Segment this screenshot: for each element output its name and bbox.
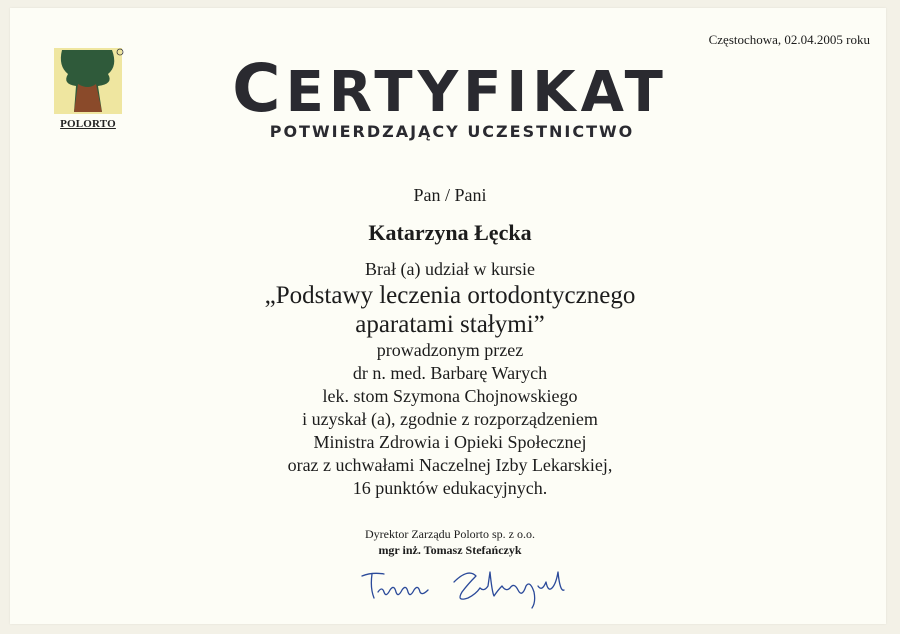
salutation: Pan / Pani: [413, 185, 487, 205]
signer-block: [0, 526, 900, 558]
participation-line: Brał (a) udział w kursie: [365, 259, 535, 279]
certificate-title: [0, 50, 900, 127]
handwritten-signature: [358, 562, 578, 610]
led-by-line: prowadzonym przez: [376, 340, 524, 360]
title-initial: C: [232, 50, 286, 127]
instructor-1: dr n. med. Barbarę Warych: [352, 363, 548, 383]
certificate-subtitle: POTWIERDZAJĄCY UCZESTNICTWO: [269, 122, 635, 141]
regulation-line-2: Ministra Zdrowia i Opieki Społecznej: [313, 432, 587, 452]
regulation-line-1: i uzyskał (a), zgodnie z rozporządzeniem: [302, 409, 598, 429]
course-title-line-1: „Podstawy leczenia ortodontycznego: [264, 282, 636, 309]
instructor-2: lek. stom Szymona Chojnowskiego: [322, 386, 578, 406]
signer-name: mgr inż. Tomasz Stefańczyk: [378, 543, 522, 557]
title-rest: ERTYFIKAT: [285, 60, 668, 125]
points-line: 16 punktów edukacyjnych.: [352, 478, 548, 498]
regulation-line-3: oraz z uchwałami Naczelnej Izby Lekarskiej,: [287, 455, 613, 475]
course-title-line-2: aparatami stałymi”: [355, 311, 545, 338]
issue-date: Częstochowa, 02.04.2005 roku: [708, 32, 870, 47]
logo-label: POLORTO: [60, 118, 116, 130]
recipient-name: Katarzyna Łęcka: [368, 220, 532, 245]
signer-role: Dyrektor Zarządu Polorto sp. z o.o.: [365, 527, 535, 541]
certificate-body: [0, 258, 900, 500]
